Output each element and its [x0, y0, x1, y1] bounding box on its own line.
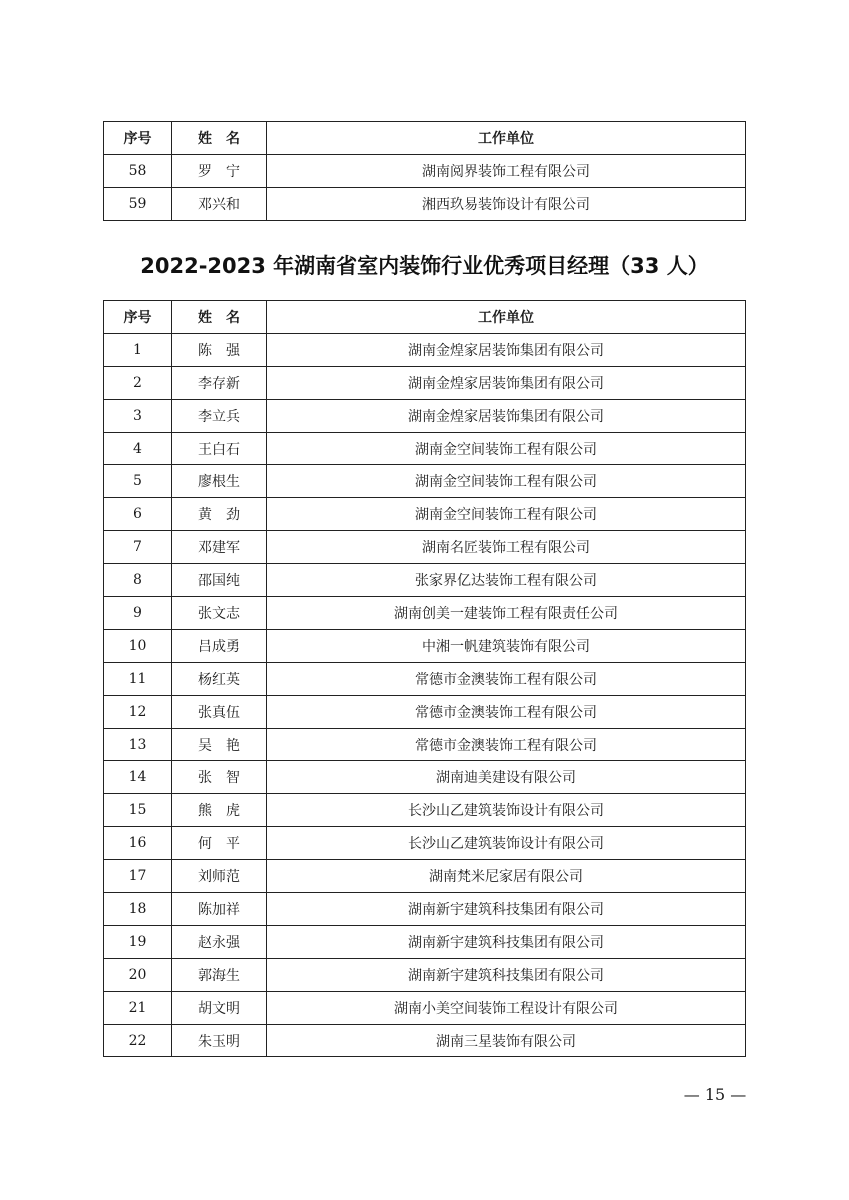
cell-name: 李存新 [172, 366, 267, 399]
cell-name: 吴 艳 [172, 728, 267, 761]
cell-unit: 湖南金空间装饰工程有限公司 [267, 432, 746, 465]
cell-seq: 17 [104, 860, 172, 893]
cell-seq: 5 [104, 465, 172, 498]
cell-name: 张文志 [172, 597, 267, 630]
cell-unit: 湖南创美一建装饰工程有限责任公司 [267, 597, 746, 630]
table-row [104, 662, 746, 695]
table-row [104, 597, 746, 630]
cell-name: 邵国纯 [172, 564, 267, 597]
cell-unit: 张家界亿达装饰工程有限公司 [267, 564, 746, 597]
header-unit: 工作单位 [267, 122, 746, 155]
cell-seq: 58 [104, 155, 172, 188]
cell-unit: 常德市金澳装饰工程有限公司 [267, 728, 746, 761]
cell-seq: 10 [104, 629, 172, 662]
cell-unit: 湖南金煌家居装饰集团有限公司 [267, 399, 746, 432]
table-row [104, 399, 746, 432]
cell-unit: 湖南金空间装饰工程有限公司 [267, 465, 746, 498]
table-row [104, 695, 746, 728]
cell-unit: 湖南阅界装饰工程有限公司 [267, 155, 746, 188]
cell-seq: 18 [104, 893, 172, 926]
cell-name: 李立兵 [172, 399, 267, 432]
cell-seq: 11 [104, 662, 172, 695]
cell-name: 罗 宁 [172, 155, 267, 188]
table-row [104, 629, 746, 662]
cell-unit: 湖南梵米尼家居有限公司 [267, 860, 746, 893]
cell-unit: 湖南名匠装饰工程有限公司 [267, 531, 746, 564]
table-row [104, 860, 746, 893]
cell-name: 张 智 [172, 761, 267, 794]
cell-unit: 长沙山乙建筑装饰设计有限公司 [267, 794, 746, 827]
cell-name: 赵永强 [172, 925, 267, 958]
table-row [104, 432, 746, 465]
cell-unit: 常德市金澳装饰工程有限公司 [267, 695, 746, 728]
table-row [104, 1024, 746, 1057]
header-name: 姓 名 [172, 122, 267, 155]
header-seq: 序号 [104, 122, 172, 155]
cell-name: 陈 强 [172, 333, 267, 366]
page-number: — 15 — [683, 1085, 747, 1104]
cell-seq: 6 [104, 498, 172, 531]
cell-seq: 3 [104, 399, 172, 432]
section-title: 2022-2023 年湖南省室内装饰行业优秀项目经理（33 人） [140, 254, 709, 278]
cell-unit: 湖南金空间装饰工程有限公司 [267, 498, 746, 531]
cell-seq: 22 [104, 1024, 172, 1057]
cell-name: 熊 虎 [172, 794, 267, 827]
cell-seq: 21 [104, 991, 172, 1024]
table-row [104, 564, 746, 597]
table-row [104, 333, 746, 366]
cell-unit: 湖南小美空间装饰工程设计有限公司 [267, 991, 746, 1024]
cell-seq: 19 [104, 925, 172, 958]
cell-seq: 7 [104, 531, 172, 564]
cell-unit: 中湘一帆建筑装饰有限公司 [267, 629, 746, 662]
table-row [104, 465, 746, 498]
cell-unit: 湖南金煌家居装饰集团有限公司 [267, 366, 746, 399]
cell-name: 郭海生 [172, 958, 267, 991]
table-row [104, 498, 746, 531]
cell-name: 何 平 [172, 827, 267, 860]
cell-name: 廖根生 [172, 465, 267, 498]
table-header-row [104, 122, 746, 155]
cell-seq: 12 [104, 695, 172, 728]
table-project-managers [103, 300, 746, 1057]
cell-seq: 1 [104, 333, 172, 366]
cell-seq: 8 [104, 564, 172, 597]
cell-seq: 16 [104, 827, 172, 860]
cell-seq: 9 [104, 597, 172, 630]
cell-seq: 2 [104, 366, 172, 399]
header-name: 姓 名 [172, 301, 267, 334]
cell-unit: 湖南新宇建筑科技集团有限公司 [267, 925, 746, 958]
table-row [104, 893, 746, 926]
table-row [104, 958, 746, 991]
table-row [104, 155, 746, 188]
header-seq: 序号 [104, 301, 172, 334]
table-row [104, 531, 746, 564]
cell-unit: 湖南迪美建设有限公司 [267, 761, 746, 794]
cell-name: 刘师范 [172, 860, 267, 893]
table-row [104, 925, 746, 958]
cell-seq: 4 [104, 432, 172, 465]
cell-name: 邓建军 [172, 531, 267, 564]
cell-unit: 湖南新宇建筑科技集团有限公司 [267, 893, 746, 926]
table-row [104, 794, 746, 827]
cell-unit: 湖南金煌家居装饰集团有限公司 [267, 333, 746, 366]
header-unit: 工作单位 [267, 301, 746, 334]
cell-name: 黄 劲 [172, 498, 267, 531]
table-row [104, 991, 746, 1024]
cell-name: 张真伍 [172, 695, 267, 728]
cell-name: 胡文明 [172, 991, 267, 1024]
cell-seq: 15 [104, 794, 172, 827]
cell-unit: 常德市金澳装饰工程有限公司 [267, 662, 746, 695]
table-row [104, 366, 746, 399]
cell-name: 王白石 [172, 432, 267, 465]
table-header-row [104, 301, 746, 334]
cell-seq: 13 [104, 728, 172, 761]
cell-unit: 湖南新宇建筑科技集团有限公司 [267, 958, 746, 991]
table-row [104, 761, 746, 794]
cell-name: 杨红英 [172, 662, 267, 695]
cell-seq: 59 [104, 188, 172, 221]
cell-name: 朱玉明 [172, 1024, 267, 1057]
cell-unit: 湘西玖易装饰设计有限公司 [267, 188, 746, 221]
cell-name: 吕成勇 [172, 629, 267, 662]
cell-seq: 14 [104, 761, 172, 794]
cell-name: 邓兴和 [172, 188, 267, 221]
cell-name: 陈加祥 [172, 893, 267, 926]
cell-unit: 长沙山乙建筑装饰设计有限公司 [267, 827, 746, 860]
table-row [104, 188, 746, 221]
cell-unit: 湖南三星装饰有限公司 [267, 1024, 746, 1057]
table-continued [103, 121, 746, 221]
table-row [104, 827, 746, 860]
table-row [104, 728, 746, 761]
cell-seq: 20 [104, 958, 172, 991]
